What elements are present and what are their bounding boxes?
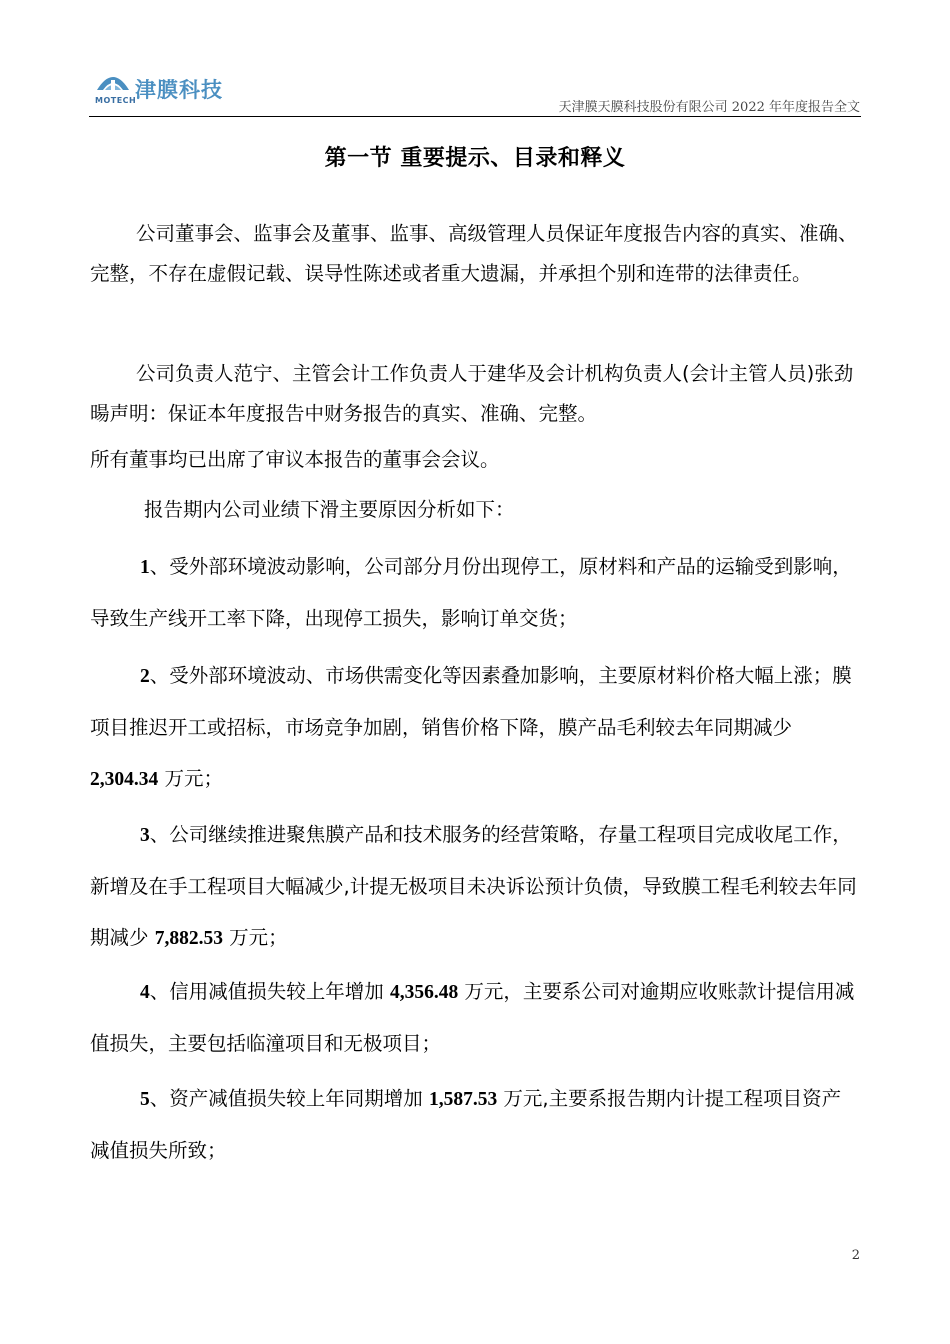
item-text: 、受外部环境波动、市场供需变化等因素叠加影响，主要原材料价格大幅上涨；膜项目推迟开工或招标，市场竞争加剧，销售价格下降，膜产品毛利较去年同期减少	[90, 664, 852, 739]
item-amount: 4,356.48	[389, 982, 459, 1003]
item-text: 万元；	[158, 767, 223, 790]
list-item-4	[90, 966, 860, 1069]
paragraph-analysis-intro: 报告期内公司业绩下滑主要原因分析如下：	[144, 498, 515, 521]
item-text: 万元；	[222, 926, 288, 949]
item-text: 、资产减值损失较上年同期增加	[149, 1087, 429, 1110]
paragraph-directors-attendance: 所有董事均已出席了审议本报告的董事会会议。	[90, 448, 500, 471]
list-item-3	[90, 809, 860, 964]
logo-text: 津膜科技	[135, 78, 223, 102]
list-item-1	[90, 541, 860, 644]
section-title: 第一节 重要提示、目录和释义	[324, 146, 626, 171]
item-number: 3	[140, 825, 150, 846]
item-number: 5	[140, 1089, 150, 1110]
item-number: 2	[140, 666, 150, 687]
header-divider	[89, 116, 861, 117]
paragraph-board-guarantee: 公司董事会、监事会及董事、监事、高级管理人员保证年度报告内容的真实、准确、完整，不存在虚假记载、误导性陈述或者重大遗漏，并承担个别和连带的法律责任。	[90, 222, 858, 285]
list-item-2	[90, 650, 860, 805]
item-number: 4	[140, 982, 150, 1003]
paragraph-responsible-persons-statement: 公司负责人范宁、主管会计工作负责人于建华及会计机构负责人(会计主管人员)张劲暘声明：保证本年度报告中财务报告的真实、准确、完整。	[90, 362, 854, 425]
document-header-title: 天津膜天膜科技股份有限公司 2022 年年度报告全文	[558, 100, 860, 115]
item-text: 、公司继续推进聚焦膜产品和技术服务的经营策略，存量工程项目完成收尾工作，新增及在手工程项目大幅减少,计提无极项目未决诉讼预计负债，导致膜工程毛利较去年同期减少	[90, 823, 857, 949]
item-amount: 7,882.53	[154, 928, 223, 949]
item-text: 、信用减值损失较上年增加	[149, 980, 390, 1003]
logo-subtext: MOTECH	[95, 96, 137, 105]
item-text: 万元,主要系报告期内计提工程项目资产减值损失所致；	[90, 1087, 842, 1162]
item-text: 万元，主要系公司对逾期应收账款计提信用减值损失，主要包括临潼项目和无极项目；	[90, 980, 855, 1055]
item-amount: 2,304.34	[90, 769, 159, 790]
item-amount: 1,587.53	[428, 1089, 498, 1110]
item-text: 、受外部环境波动影响，公司部分月份出现停工，原材料和产品的运输受到影响，导致生产线开工率下降，出现停工损失，影响订单交货；	[90, 555, 852, 630]
item-number: 1	[140, 557, 150, 578]
list-item-5	[90, 1073, 860, 1176]
page-number: 2	[851, 1248, 860, 1263]
